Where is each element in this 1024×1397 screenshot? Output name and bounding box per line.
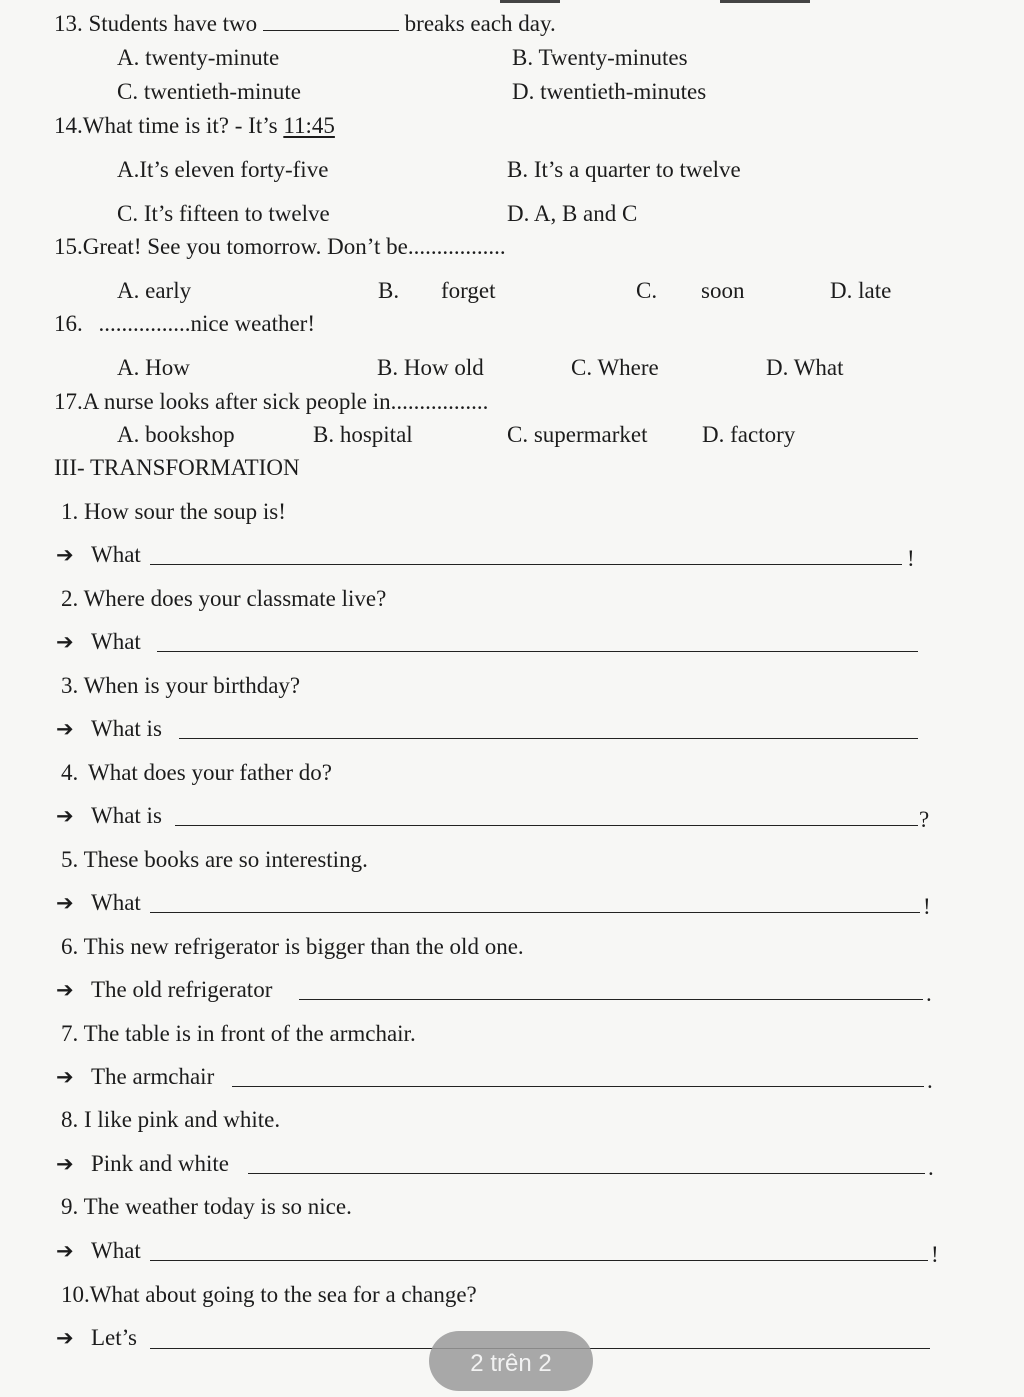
answer-line[interactable] [232, 1086, 924, 1087]
answer-end-punct: ! [907, 546, 915, 571]
question-number: 15. [54, 234, 83, 259]
option-a[interactable]: A.It’s eleven forty-five [117, 157, 329, 182]
arrow-icon: ➔ [56, 1326, 74, 1350]
question-17 [54, 388, 488, 416]
answer-line[interactable] [150, 564, 902, 565]
answer-line[interactable] [248, 1173, 925, 1174]
arrow-icon: ➔ [56, 1065, 74, 1089]
arrow-icon: ➔ [56, 978, 74, 1002]
question-text: Great! See you tomorrow. Don’t be [82, 234, 408, 259]
answer-start: What [91, 890, 141, 915]
transformation-sentence: 8. I like pink and white. [61, 1107, 281, 1132]
answer-end-punct: ! [923, 894, 931, 919]
option-a[interactable]: A. early [117, 278, 192, 303]
option-d[interactable]: D. late [830, 278, 892, 303]
page-indicator[interactable]: 2 trên 2 [429, 1331, 593, 1391]
transformation-sentence: 2. Where does your classmate live? [61, 586, 387, 611]
answer-start: Let’s [91, 1325, 137, 1350]
time-value: 11:45 [283, 113, 335, 138]
answer-line[interactable] [179, 738, 918, 739]
cropped-top-line [720, 0, 810, 3]
answer-line[interactable] [150, 912, 920, 913]
answer-end-punct: ! [931, 1242, 939, 1267]
answer-start: What [91, 542, 141, 567]
question-text: Students have two [88, 11, 258, 36]
option-b[interactable]: B. It’s a quarter to twelve [507, 157, 741, 182]
question-number: 17. [54, 389, 83, 414]
option-c-label[interactable]: C. [636, 278, 658, 303]
option-b[interactable]: B. Twenty-minutes [512, 45, 688, 70]
cropped-top-line [500, 0, 560, 3]
option-c[interactable]: C. Where [571, 355, 659, 380]
question-text: breaks each day. [404, 11, 556, 36]
option-a[interactable]: A. twenty-minute [117, 45, 280, 70]
answer-start: Pink and white [91, 1151, 229, 1176]
question-13 [54, 10, 556, 38]
arrow-icon: ➔ [56, 717, 74, 741]
question-16 [54, 310, 315, 338]
answer-end-punct: . [927, 1068, 933, 1093]
arrow-icon: ➔ [56, 1152, 74, 1176]
question-15 [54, 233, 506, 261]
question-number: 16. [54, 311, 83, 336]
answer-end-punct: . [926, 981, 932, 1006]
transformation-sentence: 3. When is your birthday? [61, 673, 301, 698]
answer-start: What [91, 1238, 141, 1263]
option-d[interactable]: D. factory [702, 422, 796, 447]
answer-line[interactable] [150, 1260, 928, 1261]
answer-line[interactable] [157, 651, 918, 652]
arrow-icon: ➔ [56, 543, 74, 567]
transformation-sentence: 6. This new refrigerator is bigger than the old one. [61, 934, 524, 959]
option-d[interactable]: D. A, B and C [507, 201, 638, 226]
answer-blank[interactable] [263, 10, 399, 31]
transformation-sentence: 1. How sour the soup is! [61, 499, 286, 524]
question-number: 14. [54, 113, 83, 138]
answer-dots[interactable]: ................. [407, 234, 506, 259]
transformation-sentence: 5. These books are so interesting. [61, 847, 368, 872]
answer-start: The old refrigerator [91, 977, 273, 1002]
answer-end-punct: ? [919, 807, 930, 832]
option-a[interactable]: A. bookshop [117, 422, 235, 447]
transformation-sentence: 10.What about going to the sea for a change? [61, 1282, 477, 1307]
arrow-icon: ➔ [56, 1239, 74, 1263]
option-b[interactable]: B. hospital [313, 422, 413, 447]
answer-start: What is [91, 716, 162, 741]
arrow-icon: ➔ [56, 804, 74, 828]
answer-end-punct: . [928, 1155, 934, 1180]
transformation-sentence: 4. What does your father do? [61, 760, 332, 785]
option-c[interactable]: C. supermarket [507, 422, 648, 447]
transformation-sentence: 9. The weather today is so nice. [61, 1194, 352, 1219]
option-d[interactable]: D. twentieth-minutes [512, 79, 707, 104]
question-number: 13. [54, 11, 83, 36]
option-b[interactable]: B. How old [377, 355, 484, 380]
answer-line[interactable] [299, 999, 923, 1000]
transformation-sentence: 7. The table is in front of the armchair. [61, 1021, 416, 1046]
arrow-icon: ➔ [56, 891, 74, 915]
option-a[interactable]: A. How [117, 355, 190, 380]
option-d[interactable]: D. What [766, 355, 844, 380]
question-text: nice weather! [190, 311, 316, 336]
option-b-label[interactable]: B. [378, 278, 400, 303]
answer-start: What [91, 629, 141, 654]
question-text: What time is it? - It’s [82, 113, 278, 138]
option-c-text[interactable]: soon [701, 278, 745, 303]
option-b-text[interactable]: forget [441, 278, 496, 303]
question-text: A nurse looks after sick people in [82, 389, 391, 414]
answer-start: The armchair [91, 1064, 215, 1089]
answer-line[interactable] [175, 825, 918, 826]
answer-dots[interactable]: ................. [390, 389, 489, 414]
question-14 [54, 112, 335, 140]
answer-start: What is [91, 803, 162, 828]
arrow-icon: ➔ [56, 630, 74, 654]
section-title: III- TRANSFORMATION [54, 455, 300, 480]
option-c[interactable]: C. It’s fifteen to twelve [117, 201, 330, 226]
option-c[interactable]: C. twentieth-minute [117, 79, 301, 104]
answer-dots[interactable]: ................ [98, 311, 191, 336]
